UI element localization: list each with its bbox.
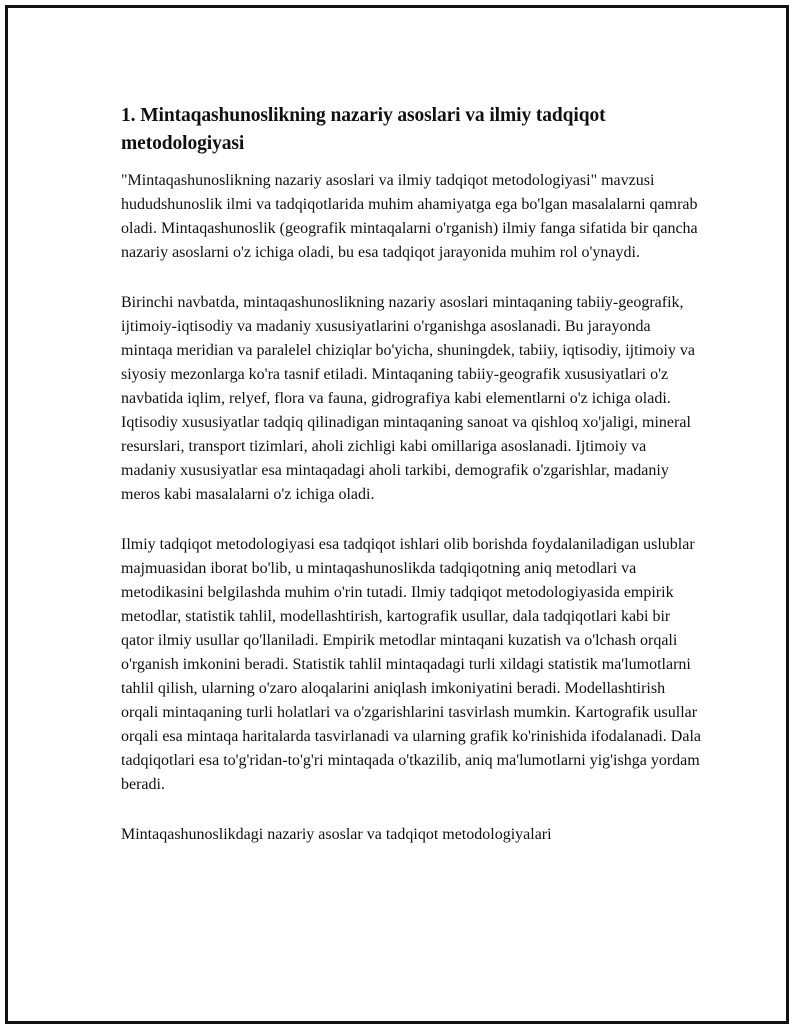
document-page xyxy=(5,5,789,1024)
paragraph-research-methodology: Ilmiy tadqiqot metodologiyasi esa tadqiqot ishlari olib borishda foydalaniladigan uslublar majmuasidan iborat bo'lib, u mintaqashunoslikda tadqiqotning aniq metodlari va metodikasini belgilashda muhim o'rin tutadi. Ilmiy tadqiqot metodologiyasida empirik metodlar, statistik tahlil, modellashtirish, kartografik usullar, dala tadqiqotlari kabi bir qator ilmiy usullar qo'llaniladi. Empirik metodlar mintaqani kuzatish va o'lchash orqali o'rganish imkonini beradi. Statistik tahlil mintaqadagi turli xildagi statistik ma'lumotlarni tahlil qilish, ularning o'zaro aloqalarini aniqlash imkoniyatini beradi. Modellashtirish orqali mintaqaning turli holatlari va o'zgarishlarini tasvirlash mumkin. Kartografik usullar orqali esa mintaqa haritalarda tasvirlanadi va ularning grafik ko'rinishida ifodalanadi. Dala tadqiqotlari esa to'g'ridan-to'g'ri mintaqada o'tkazilib, aniq ma'lumotlarni yig'ishga yordam beradi. xyxy=(121,536,701,793)
section-heading: 1. Mintaqashunoslikning nazariy asoslari va ilmiy tadqiqot metodologiyasi xyxy=(121,105,606,154)
document-content xyxy=(121,102,701,873)
paragraph-intro: "Mintaqashunoslikning nazariy asoslari va ilmiy tadqiqot metodologiyasi" mavzusi hududshunoslik ilmi va tadqiqotlarida muhim ahamiyatga ega bo'lgan masalalarni qamrab oladi. Mintaqashunoslik (geografik mintaqalarni o'rganish) ilmiy fanga sifatida bir qancha nazariy asoslarni o'z ichiga oladi, bu esa tadqiqot jarayonida muhim rol o'ynaydi. xyxy=(121,172,698,261)
paragraph-theoretical-foundations: Birinchi navbatda, mintaqashunoslikning nazariy asoslari mintaqaning tabiiy-geografik, ijtimoiy-iqtisodiy va madaniy xususiyatlarini o'rganishga asoslanadi. Bu jarayonda mintaqa meridian va paralelel chiziqlar bo'yicha, shuningdek, tabiiy, iqtisodiy, ijtimoiy va siyosiy mezonlarga ko'ra tasnif etiladi. Mintaqaning tabiiy-geografik xususiyatlari o'z navbatida iqlim, relyef, flora va fauna, gidrografiya kabi elementlarni o'z ichiga oladi. Iqtisodiy xususiyatlar tadqiq qilinadigan mintaqaning sanoat va qishloq xo'jaligi, mineral resurslari, transport tizimlari, aholi zichligi kabi omillariga asoslanadi. Ijtimoiy va madaniy xususiyatlar esa mintaqadagi aholi tarkibi, demografik o'zgarishlar, madaniy meros kabi masalalarni o'z ichiga oladi. xyxy=(121,294,695,503)
paragraph-closing: Mintaqashunoslikdagi nazariy asoslar va tadqiqot metodologiyalari xyxy=(121,826,552,843)
